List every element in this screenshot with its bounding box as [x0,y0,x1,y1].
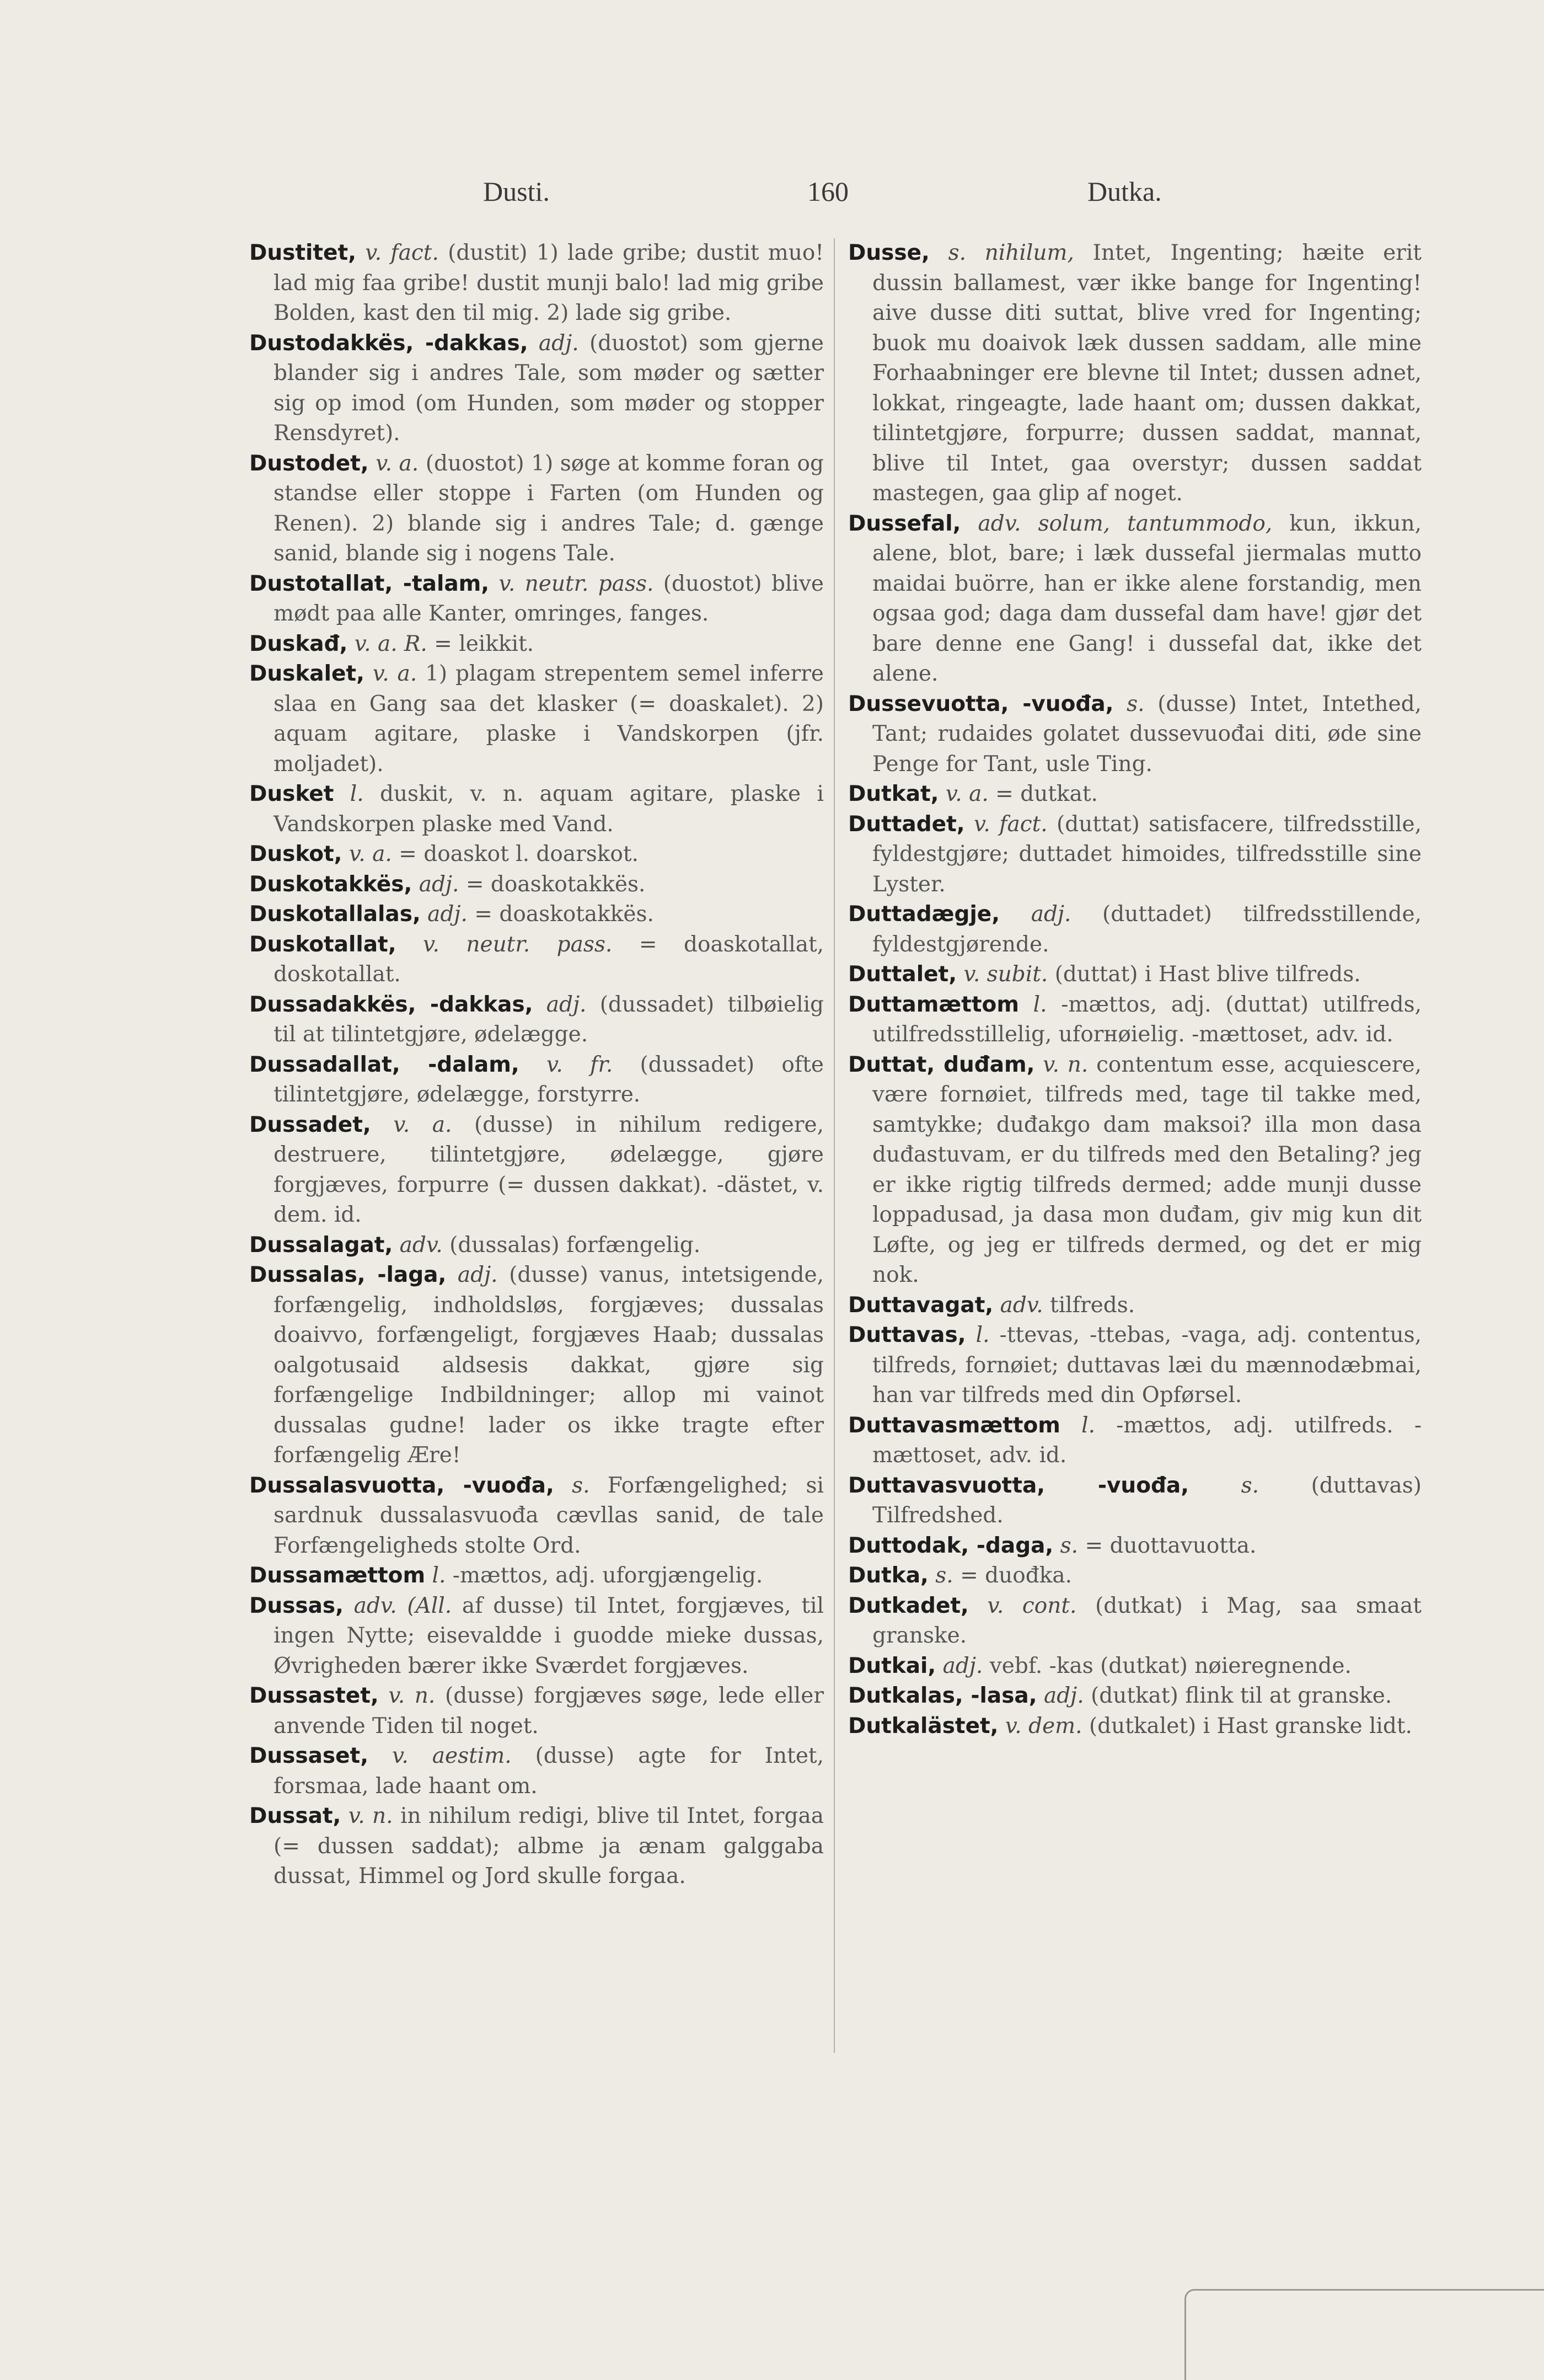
entry-headword: Dussaset, [249,1743,369,1768]
dictionary-entry [249,1681,824,1741]
entry-headword: Duttalet, [848,962,957,987]
entry-definition: = leikkit. [434,631,534,656]
entry-definition: (duttavas) Tilfredshed. [872,1473,1422,1528]
entry-grammar: l. [975,1323,990,1347]
entry-headword: Dutkalas, -lasa, [848,1683,1037,1708]
dictionary-entry [249,238,824,329]
dictionary-entry [249,900,824,930]
entry-definition: -mættos, adj. utilfreds. -mættoset, adv. id. [872,1413,1422,1468]
entry-headword: Dussadallat, -dalam, [249,1052,519,1077]
entry-definition: -ttevas, -ttebas, -vaga, adj. contentus, tilfreds, fornøiet; duttavas læi du mænnodæbmai, han var tilfreds med din Opførsel. [872,1323,1422,1408]
entry-grammar: v. a. R. [354,631,427,656]
entry-headword: Duskotallat, [249,932,396,957]
entry-definition: Forfængelighed; si sardnuk dussalasvuođa cævllas sanid, de tale Forfængeligheds stolte Ord. [274,1473,824,1558]
entry-grammar: l. [432,1563,446,1588]
entry-grammar: adv. (All. [353,1593,452,1618]
entry-headword: Dussas, [249,1593,344,1618]
entry-grammar: adv. [1000,1292,1043,1318]
entry-definition: (dusse) Intet, Intethed, Tant; rudaides golatet dussevuođai diti, øde sine Penge for Tant, usle Ting. [872,691,1422,777]
entry-definition: (dustit) 1) lade gribe; dustit muo! lad mig faa gribe! dustit munji balo! lad mig gribe Bolden, kast den til mig. 2) lade sig gribe. [274,240,824,325]
dictionary-entry [249,870,824,900]
entry-grammar: s. [1127,691,1145,716]
page-number: 160 [807,176,849,207]
dictionary-entry [249,1591,824,1682]
entry-grammar: l. [1081,1413,1095,1438]
entry-headword: Duttadægje, [848,902,1000,927]
dictionary-entry [848,960,1422,990]
entry-headword: Dussalasvuotta, -vuođa, [249,1473,554,1498]
entry-grammar: adj. [457,1263,498,1287]
entry-headword: Duskotakkës, [249,871,412,897]
entry-grammar: adj. [546,992,587,1017]
entry-definition: -mættos, adj. (duttat) utilfreds, utilfredsstillelig, uforнøielig. -mættoset, adv. id. [872,992,1422,1047]
entry-definition: = dutkat. [995,782,1098,806]
entry-headword: Dustotallat, -talam, [249,571,490,596]
entry-definition: (dussalas) forfængelig. [449,1232,701,1258]
dictionary-entry [249,839,824,870]
entry-grammar: adj. [419,871,459,897]
dictionary-entry [848,1411,1422,1471]
dictionary-entry [848,1050,1422,1291]
dictionary-entry [249,659,824,779]
entry-grammar: v. fact. [973,811,1048,837]
dictionary-entry [249,1801,824,1892]
entry-headword: Duttavasvuotta, -vuođa, [848,1473,1189,1498]
dictionary-entry [848,1681,1422,1712]
entry-definition: (dusse) agte for Intet, forsmaa, lade haant om. [274,1743,824,1799]
entry-headword: Dussadet, [249,1112,371,1137]
entry-headword: Duskot, [249,842,342,867]
dictionary-entry [848,1651,1422,1682]
entry-grammar: s. [1060,1533,1079,1558]
entry-headword: Duttodak, -daga, [848,1533,1054,1558]
dictionary-entry [848,1471,1422,1531]
entry-headword: Dutkat, [848,782,939,806]
entry-grammar: v. fr. [546,1052,613,1077]
dictionary-entry [249,1110,824,1231]
dictionary-entry [249,1471,824,1561]
dictionary-entry [249,779,824,839]
dictionary-entry [249,329,824,449]
entry-definition: af dusse) til Intet, forgjæves, til ingen Nytte; eisevaldde i guodde mieke dussas, Øvrigheden bærer ikke Sværdet forgjæves. [274,1593,824,1678]
entry-definition: (dusse) vanus, intetsigende, forfængelig, indholdsløs, forgjæves; dussalas doaivvo, forfængeligt, forgjæves Haab; dussalas oalgotusaid aldsesis dakkat, gjøre sig forfængelige Indbildninger; allop mi vainot dussalas gudne! lader os ikke tragte efter forfængelig Ære! [274,1263,824,1468]
entry-grammar: adj. [942,1653,983,1678]
dictionary-entry [848,238,1422,509]
entry-grammar: v. n. [348,1804,393,1828]
entry-definition: tilfreds. [1050,1292,1135,1318]
entry-grammar: v. fact. [365,240,439,265]
dictionary-entry [848,1531,1422,1561]
entry-definition: in nihilum redigi, blive til Intet, forgaa (= dussen saddat); albme ja ænam galggaba dussat, Himmel og Jord skulle forgaa. [274,1804,824,1889]
entry-headword: Dussevuotta, -vuođa, [848,691,1114,716]
entry-definition: = doaskotallat, doskotallat. [274,932,824,987]
entry-grammar: s. [935,1563,953,1588]
left-column [249,238,824,1892]
entry-definition: vebf. -kas (dutkat) nøieregnende. [989,1653,1352,1678]
dictionary-entry [249,1260,824,1471]
entry-definition: (duttat) i Hast blive tilfreds. [1054,962,1361,987]
entry-definition: (dussadet) ofte tilintetgjøre, ødelægge, forstyrre. [274,1052,824,1107]
dictionary-entry [848,689,1422,780]
entry-definition: = doaskotakkës. [465,871,646,897]
entry-definition: (dutkat) flink til at granske. [1091,1683,1392,1708]
entry-definition: (dutkat) i Mag, saa smaat granske. [872,1593,1422,1648]
entry-headword: Dussalas, -laga, [249,1263,447,1287]
dictionary-entry [249,569,824,629]
entry-definition: (duttat) satisfacere, tilfredsstille, fyldestgjøre; duttadet himoides, tilfredsstille sine Lyster. [872,811,1422,897]
entry-definition: 1) plagam strepentem semel inferre slaa en Gang saa det klasker (= doaskalet). 2) aquam agitare, plaske i Vandskorpen (jfr. moljadet). [274,661,824,777]
entry-grammar: v. cont. [987,1593,1077,1618]
entry-grammar: adj. [427,902,468,927]
dictionary-entry [249,1741,824,1801]
entry-definition: (duostot) blive mødt paa alle Kanter, omringes, fanges. [274,571,824,626]
dictionary-entry [848,900,1422,960]
entry-headword: Duttat, duđam, [848,1052,1035,1077]
entry-definition: (duostot) som gjerne blander sig i andres Tale, som møder og sætter sig op imod (om Hunden, som møder og stopper Rensdyret). [274,330,824,446]
entry-grammar: l. [350,782,364,806]
entry-definition: (dussadet) tilbøielig til at tilintetgjøre, ødelægge. [274,992,824,1047]
entry-definition: = duottavuotta. [1085,1533,1257,1558]
entry-headword: Dusket [249,782,334,806]
entry-headword: Dutkalästet, [848,1713,999,1739]
dictionary-entry [848,810,1422,900]
dictionary-entry [249,1231,824,1261]
header-right-guideword: Dutka. [1087,176,1162,207]
dictionary-entry [848,509,1422,689]
entry-headword: Dussastet, [249,1683,379,1708]
entry-grammar: v. subit. [963,962,1048,987]
dictionary-entry [848,1712,1422,1742]
entry-definition: kun, ikkun, alene, blot, bare; i læk dussefal jiermalas mutto maidai buörre, han er ikke alene forstandig, men ogsaa god; daga dam dussefal dam have! gjør det bare denne ene Gang! i dussefal dat, ikke det alene. [872,511,1422,686]
page-edge-marker [1184,2289,1544,2380]
column-divider [834,238,835,2053]
entry-grammar: s. [572,1473,590,1498]
dictionary-entry [848,1591,1422,1651]
entry-definition: (duostot) 1) søge at komme foran og standse eller stoppe i Farten (om Hunden og Renen). 2) blande sig i andres Tale; d. gænge sanid, blande sig i nogens Tale. [274,451,824,566]
entry-grammar: adj. [1043,1683,1084,1708]
entry-grammar: adv. [399,1232,443,1258]
entry-definition: (dutkalet) i Hast granske lidt. [1089,1713,1412,1739]
dictionary-entry [848,990,1422,1050]
entry-grammar: l. [1033,992,1047,1017]
entry-grammar: s. [1241,1473,1259,1498]
entry-headword: Dusse, [848,240,930,265]
entry-grammar: v. aestim. [392,1743,512,1768]
dictionary-entry [249,990,824,1050]
entry-definition: (duttadet) tilfredsstillende, fyldestgjørende. [872,902,1422,957]
entry-grammar: v. n. [1043,1052,1089,1077]
entry-grammar: v. n. [388,1683,436,1708]
entry-headword: Dustodet, [249,451,369,476]
entry-definition: duskit, v. n. aquam agitare, plaske i Vandskorpen plaske med Vand. [274,782,824,837]
entry-headword: Dutka, [848,1563,929,1588]
header-left-guideword: Dusti. [483,176,550,207]
dictionary-entry [249,629,824,660]
entry-headword: Dussadakkës, -dakkas, [249,992,533,1017]
entry-definition: = doaskotakkës. [474,902,654,927]
entry-grammar: v. neutr. pass. [498,571,654,596]
page-header [0,175,1544,208]
entry-definition: (dusse) in nihilum redigere, destruere, tilintetgjøre, ødelægge, gjøre forgjæves, forpurre (= dussen dakkat). -dästet, v. dem. id. [274,1112,824,1227]
dictionary-entry [848,779,1422,810]
entry-headword: Duttavasmættom [848,1413,1060,1438]
entry-headword: Dustitet, [249,240,356,265]
entry-headword: Dussamættom [249,1563,426,1588]
entry-grammar: v. a. [393,1112,452,1137]
entry-headword: Dussefal, [848,511,961,536]
entry-definition: Intet, Ingenting; hæite erit dussin ballamest, vær ikke bange for Ingenting! aive dusse diti suttat, blive vred for Ingenting; buok mu doaivok læk dussen saddam, alle mine Forhaabninger ere blevne til Intet; dussen adnet, lokkat, ringeagte, lade haant om; dussen dakkat, tilintetgjøre, forpurre; dussen saddat, mannat, blive til Intet, gaa overstyr; dussen saddat mastegen, gaa glip af noget. [872,240,1422,506]
entry-grammar: adj. [538,330,579,356]
entry-headword: Duskalet, [249,661,364,686]
dictionary-entry [848,1320,1422,1411]
dictionary-entry [249,930,824,990]
dictionary-entry [249,1561,824,1591]
entry-headword: Duskađ, [249,631,348,656]
entry-grammar: v. a. [372,661,417,686]
entry-definition: (dusse) forgjæves søge, lede eller anvende Tiden til noget. [274,1683,824,1739]
dictionary-entry [249,449,824,569]
entry-grammar: adv. solum, tantummodo, [978,511,1273,536]
entry-grammar: v. a. [376,451,419,476]
entry-headword: Dutkai, [848,1653,936,1678]
entry-headword: Dutkadet, [848,1593,969,1618]
entry-grammar: v. neutr. pass. [423,932,613,957]
dictionary-entry [848,1561,1422,1591]
dictionary-entry [249,1050,824,1110]
entry-definition: contentum esse, acquiescere, være fornøiet, tilfreds med, tage til takke med, samtykke; duđakgo dam maksoi? illa mon dasa duđastuvam, er du tilfreds med den Betaling? jeg er ikke rigtig tilfreds dermed; adde munji dusse loppadusad, ja dasa mon duđam, giv mig kun dit Løfte, og jeg er tilfreds dermed, og det er mig nok. [872,1052,1422,1287]
entry-grammar: adj. [1031,902,1071,927]
dictionary-entry [848,1291,1422,1321]
entry-headword: Dussalagat, [249,1232,393,1258]
entry-grammar: s. nihilum, [948,240,1074,265]
entry-headword: Dustodakkës, -dakkas, [249,330,528,356]
entry-grammar: v. a. [945,782,989,806]
entry-definition: = doaskot l. doarskot. [399,842,639,867]
entry-headword: Duttamættom [848,992,1019,1017]
entry-definition: -mættos, adj. uforgjængelig. [452,1563,763,1588]
entry-headword: Duttavagat, [848,1292,994,1318]
entry-headword: Duskotallalas, [249,902,421,927]
entry-grammar: v. a. [349,842,392,867]
entry-headword: Dussat, [249,1804,341,1828]
right-column [848,238,1422,1741]
entry-headword: Duttadet, [848,811,965,837]
entry-grammar: v. dem. [1005,1713,1082,1739]
entry-headword: Duttavas, [848,1323,966,1347]
entry-definition: = duođka. [960,1563,1072,1588]
